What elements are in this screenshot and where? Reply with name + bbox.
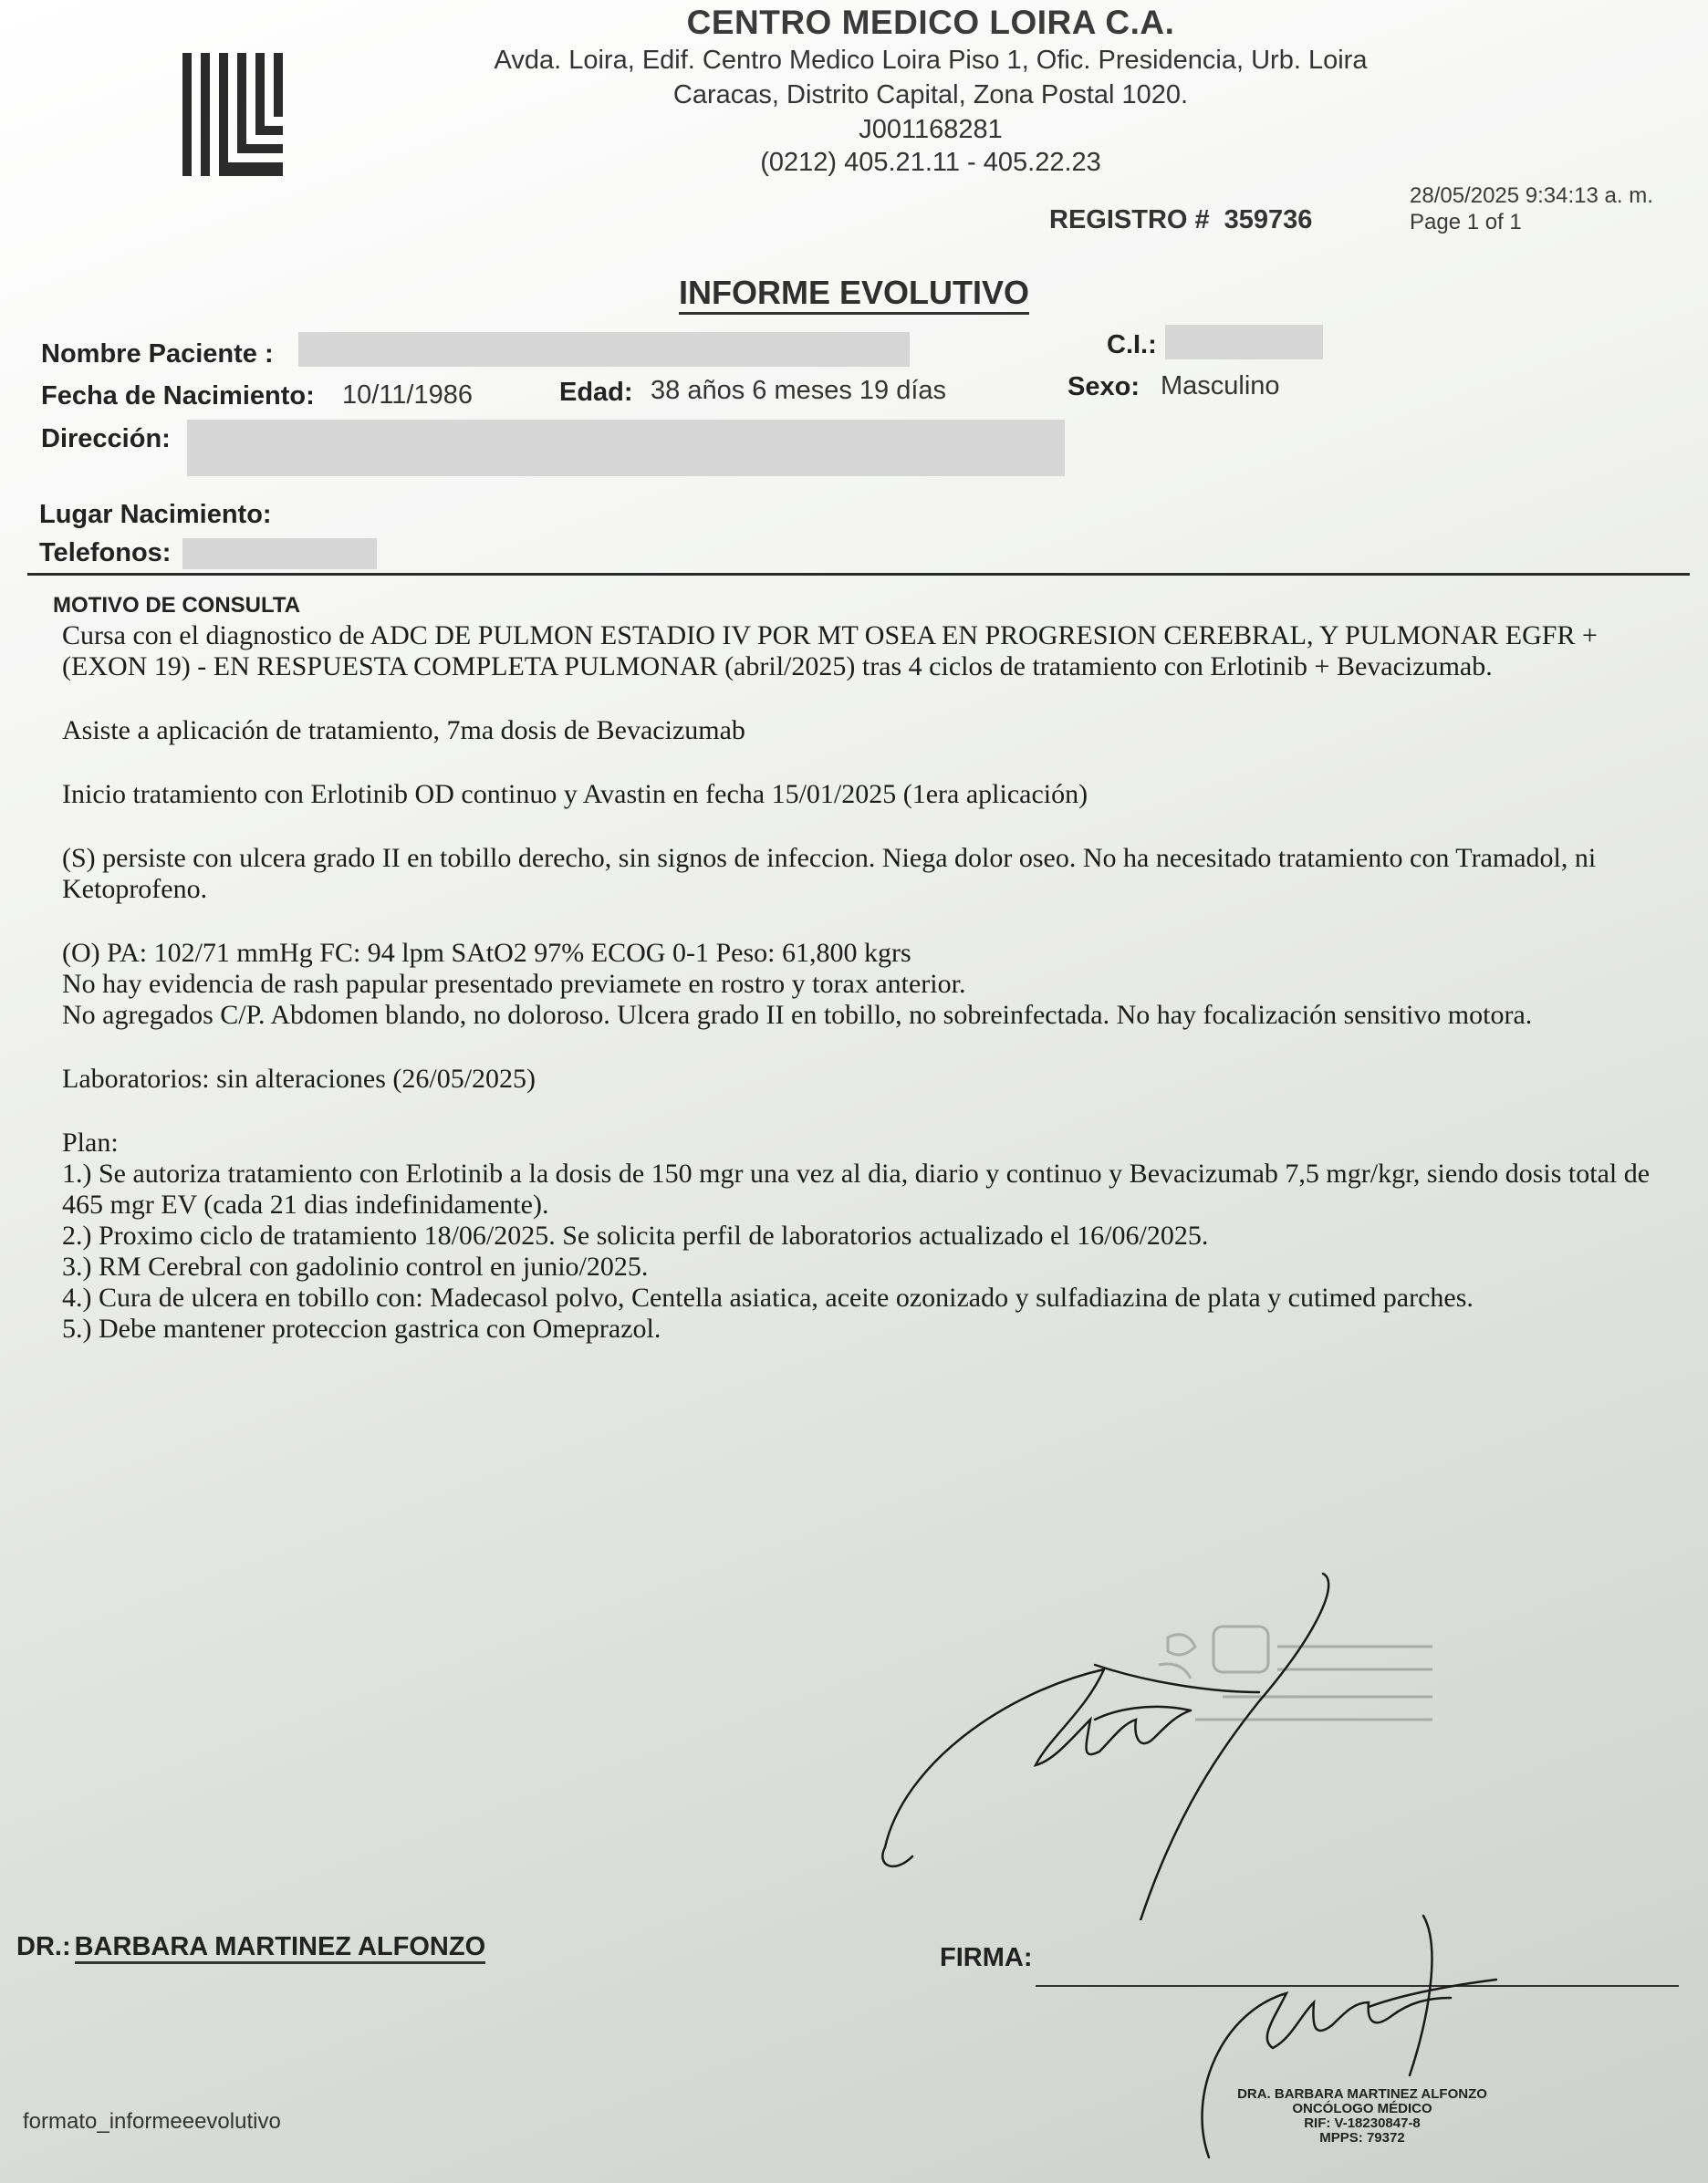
treatment-start-paragraph: Inicio tratamiento con Erlotinib OD continuo y Avastin en fecha 15/01/2025 (1era aplicación) [62,779,1088,809]
dob-label: Fecha de Nacimiento: [41,381,315,411]
ci-label: C.I.: [1107,330,1157,359]
objective-vitals: (O) PA: 102/71 mmHg FC: 94 lpm SAtO2 97% ECOG 0-1 Peso: 61,800 kgrs [62,938,911,968]
objective-exam: No agregados C/P. Abdomen blando, no doloroso. Ulcera grado II en tobillo, no sobreinfectada. No hay focalización sensitivo motora. [62,1000,1533,1030]
address-label: Dirección: [41,424,171,453]
plan-heading: Plan: [62,1128,119,1158]
stamp-doctor-name: DRA. BARBARA MARTINEZ ALFONZO [1237,2086,1487,2102]
doctor-name: BARBARA MARTINEZ ALFONZO [75,1932,486,1964]
plan-item: 1.) Se autoriza tratamiento con Erlotinib a la dosis de 150 mgr una vez al dia, diario y continuo y Bevacizumab 7,5 mgr/kgr, siendo dosis total de 465 mgr EV (cada 21 dias indefinidamente). [62,1159,1651,1220]
plan-item: 4.) Cura de ulcera en tobillo con: Madecasol polvo, Centella asiatica, aceite ozonizado y sulfadiazina de plata y cutimed parches. [62,1283,1474,1313]
clinic-name: CENTRO MEDICO LOIRA C.A. [686,4,1175,41]
timestamp-value: 28/05/2025 9:34:13 a. m. [1410,183,1653,208]
registro [1049,205,1312,235]
clinic-phones: (0212) 405.21.11 - 405.22.23 [760,148,1101,177]
stamp-rif: RIF: V-18230847-8 [1304,2115,1421,2131]
objective-rash: No hay evidencia de rash papular presentado previamete en rostro y torax anterior. [62,969,966,999]
clinic-address-line1: Avda. Loira, Edif. Centro Medico Loira Piso 1, Ofic. Presidencia, Urb. Loira [494,46,1368,75]
age-label: Edad: [559,378,633,407]
consultation-body [62,620,1668,1345]
signature-label: FIRMA: [940,1943,1033,1972]
clinic-rif: J001168281 [859,115,1003,144]
birthplace-label: Lugar Nacimiento: [39,500,272,529]
plan-item: 2.) Proximo ciclo de tratamiento 18/06/2025. Se solicita perfil de laboratorios actualizado el 16/06/2025. [62,1221,1209,1251]
form-code: formato_informeeevolutivo [23,2109,281,2134]
sex-value: Masculino [1161,371,1280,400]
patient-name-redacted [298,332,910,367]
page-indicator: Page 1 of 1 [1410,210,1522,234]
phones-label: Telefonos: [39,538,172,567]
motivo-heading: MOTIVO DE CONSULTA [53,593,301,618]
section-divider [27,573,1690,576]
clinic-logo [182,53,292,176]
doctor-stamp [1225,2087,1499,2146]
stamp-specialty: ONCÓLOGO MÉDICO [1292,2101,1432,2116]
print-timestamp [1410,182,1653,235]
document-title-text: INFORME EVOLUTIVO [679,274,1029,315]
doctor-label: DR.: [16,1932,71,1961]
attendance-paragraph: Asiste a aplicación de tratamiento, 7ma dosis de Bevacizumab [62,715,745,745]
plan-item: 5.) Debe mantener proteccion gastrica con Omeprazol. [62,1314,661,1344]
dob-value: 10/11/1986 [342,380,473,410]
doctor-line [16,1932,485,1962]
handwritten-signature [876,1564,1423,1920]
patient-name-label: Nombre Paciente : [41,339,274,369]
document-title [0,274,1708,312]
diagnosis-paragraph: Cursa con el diagnostico de ADC DE PULMON ESTADIO IV POR MT OSEA EN PROGRESION CEREBRAL, Y PULMONAR EGFR + (EXON 19) - EN RESPUESTA COMPLETA PULMONAR (abril/2025) tras 4 ciclos de tratamiento con Erlotinib + Bevacizumab. [62,620,1598,681]
ci-redacted [1165,325,1323,359]
registro-number: 359736 [1224,205,1313,234]
registro-label: REGISTRO # [1049,205,1210,234]
address-redacted [187,420,1065,476]
plan-item: 3.) RM Cerebral con gadolinio control en junio/2025. [62,1252,649,1282]
age-value: 38 años 6 meses 19 días [651,376,947,405]
clinic-address-line2: Caracas, Distrito Capital, Zona Postal 1020. [672,80,1189,109]
subjective-paragraph: (S) persiste con ulcera grado II en tobillo derecho, sin signos de infeccion. Niega dolor oseo. No ha necesitado tratamiento con Tramadol, ni Ketoprofeno. [62,843,1597,904]
stamp-mpps: MPPS: 79372 [1319,2130,1405,2146]
sex-label: Sexo: [1068,372,1140,401]
phones-redacted [182,538,377,569]
labs-paragraph: Laboratorios: sin alteraciones (26/05/2025) [62,1064,536,1094]
